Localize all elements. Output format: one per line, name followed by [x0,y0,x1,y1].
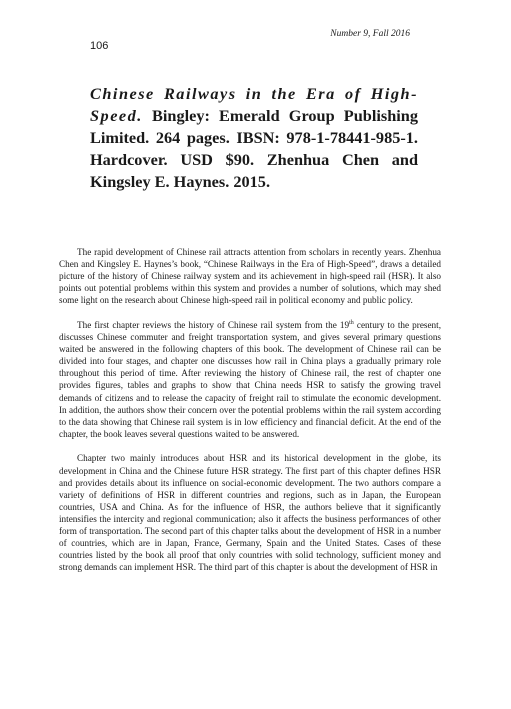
superscript-th: th [349,319,354,326]
paragraph-2-start: The first chapter reviews the history of Chinese rail system from the 19 [77,319,350,330]
review-heading [90,83,418,193]
book-title: Chinese Railways in the Era of High-Speed. [90,84,418,125]
paragraph-2 [59,319,441,440]
paragraph-3: Chapter two mainly introduces about HSR and its historical development in the globe, its development in China and the Chinese future HSR strategy. The first part of this chapter defines HSR and provides details about its influence on social-economic development. The two authors compare a variety of definitions of HSR in different countries and regions, such as in Japan, the European countries, USA and China. As for the influence of HSR, the authors believe that it significantly intensifies the intercity and regional communication; also it affects the business performances of other form of transportation. The second part of this chapter talks about the development of HSR in a number of countries, which are in Japan, France, Germany, Spain and the United States. Cases of these countries listed by the book all proof that only countries with solid technology, sufficient money and strong demands can implement HSR. The third part of this chapter is about the development of HSR in [59,453,441,573]
review-body [59,246,441,586]
book-citation: Bingley: Emerald Group Publishing Limited. 264 pages. IBSN: 978-1-78441-985-1. Hardcover. USD $90. Zhenhua Chen and Kingsley E. Haynes. 2015. [90,106,418,191]
paragraph-1: The rapid development of Chinese rail attracts attention from scholars in recently years. Zhenhua Chen and Kingsley E. Haynes’s book, “Chinese Railways in the Era of High-Speed”, draws a detailed picture of the history of Chinese railway system and its achievement in high-speed rail (HSR). It also points out potential problems within this system and provides a number of solutions, which may shed some light on the research about Chinese high-speed rail in political economy and public policy. [59,247,441,306]
paragraph-2-rest: century to the present, discusses Chinese commuter and freight transportation system, and gives several primary questions waited be answered in the following chapters of this book. The development of Chinese rail can be divided into four stages, and chapter one discusses how rail in China plays a gradually primary role throughout this period of time. After reviewing the history of Chinese rail, the rest of chapter one provides figures, tables and graphs to show that China needs HSR to satisfy the growing travel demands of citizens and to release the capacity of freight rail to stimulate the economic development. In addition, the authors show their concern over the potential problems within the rail system according to the data showing that Chinese rail system is in low efficiency and financial deficit. At the end of the chapter, the book leaves several questions waited to be answered. [59,319,441,439]
running-head: Number 9, Fall 2016 [330,29,410,39]
page-number: 106 [90,40,109,52]
